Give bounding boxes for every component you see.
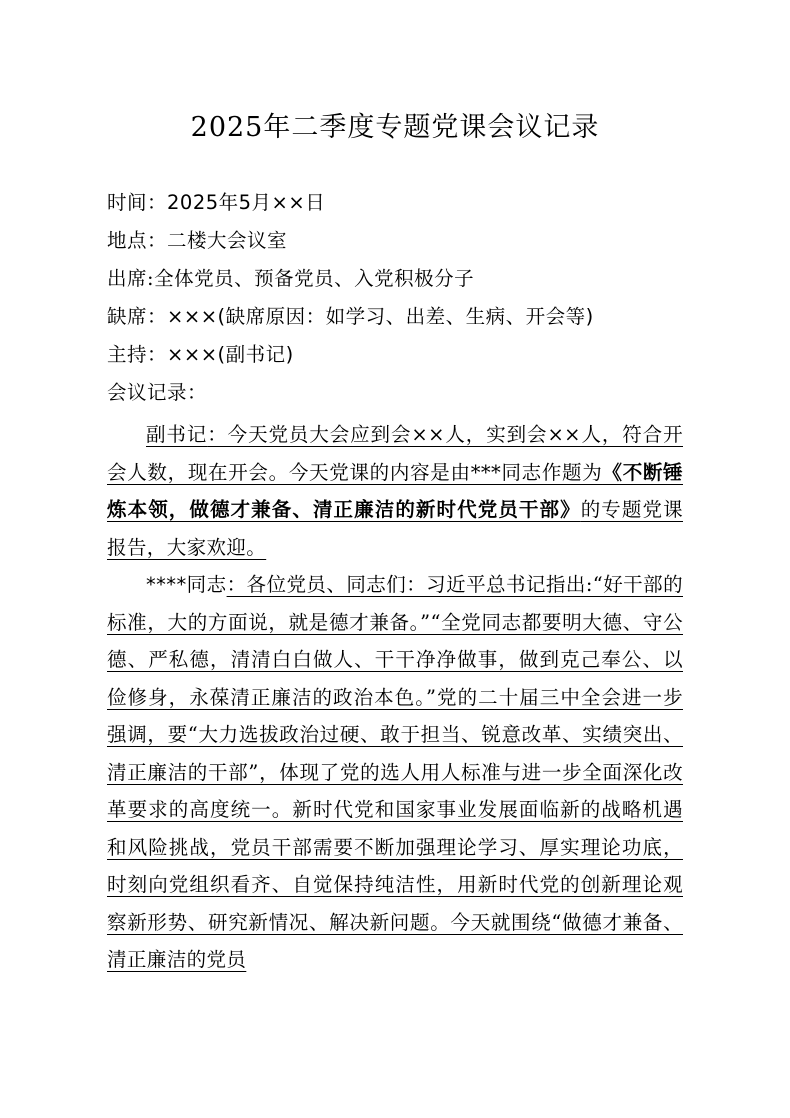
meta-value: ×××(缺席原因：如学习、出差、生病、开会等) <box>167 305 594 328</box>
speaker-name: 副书记 <box>146 423 208 446</box>
meta-value: 2025年5月××日 <box>167 191 326 214</box>
meta-location <box>107 226 687 264</box>
record-paragraph-speech <box>107 566 683 979</box>
meta-value: 二楼大会议室 <box>167 229 288 252</box>
meta-label: 会议记录： <box>107 381 208 404</box>
meta-label: 地点： <box>107 229 168 252</box>
speaker-name: ****同志 <box>146 573 227 596</box>
meta-label: 出席 <box>107 267 148 290</box>
paragraph-text: ：各位党员、同志们：习近平总书记指出:“好干部的标准，大的方面说，就是德才兼备。”“全党同志都要明大德、守公德、严私德，清清白白做人、干干净净做事，做到克己奉公、以俭修身，永葆清正廉洁的政治本色。”党的二十届三中全会进一步强调，要“大力选拔政治过硬、敢于担当、锐意改革、实绩突出、清正廉洁的干部”，体现了党的选人用人标准与进一步全面深化改革要求的高度统一。新时代党和国家事业发展面临新的战略机遇和风险挑战，党员干部需要不断加强理论学习、厚实理论功底，时刻向党组织看齐、自觉保持纯洁性，用新时代党的创新理论观察新形势、研究新情况、解决新问题。今天就围绕“做德才兼备、清正廉洁的党员 <box>107 573 683 971</box>
meta-value: ×××(副书记) <box>167 343 294 366</box>
lecture-title: 《不断锤炼本领，做德才兼备、清正廉洁的新时代党员干部》 <box>107 460 683 521</box>
meta-value: :全体党员、预备党员、入党积极分子 <box>147 267 475 290</box>
meta-absent <box>107 302 687 340</box>
meeting-info <box>107 188 687 416</box>
paragraph-text: 的专题党课报告，大家欢迎。 <box>107 498 683 559</box>
meta-attendees <box>107 264 687 302</box>
meta-label: 主持： <box>107 343 168 366</box>
document-title: 2025年二季度专题党课会议记录 <box>190 112 600 143</box>
meta-label: 时间： <box>107 191 168 214</box>
meta-record-heading <box>107 378 687 416</box>
meta-label: 缺席： <box>107 305 168 328</box>
record-paragraph-opening <box>107 416 683 566</box>
meta-time <box>107 188 687 226</box>
meeting-record-body <box>107 416 683 979</box>
meta-host <box>107 340 687 378</box>
paragraph-text: ：今天党员大会应到会××人，实到会××人，符合开会人数，现在开会。今天党课的内容是由***同志作题为 <box>107 423 683 484</box>
